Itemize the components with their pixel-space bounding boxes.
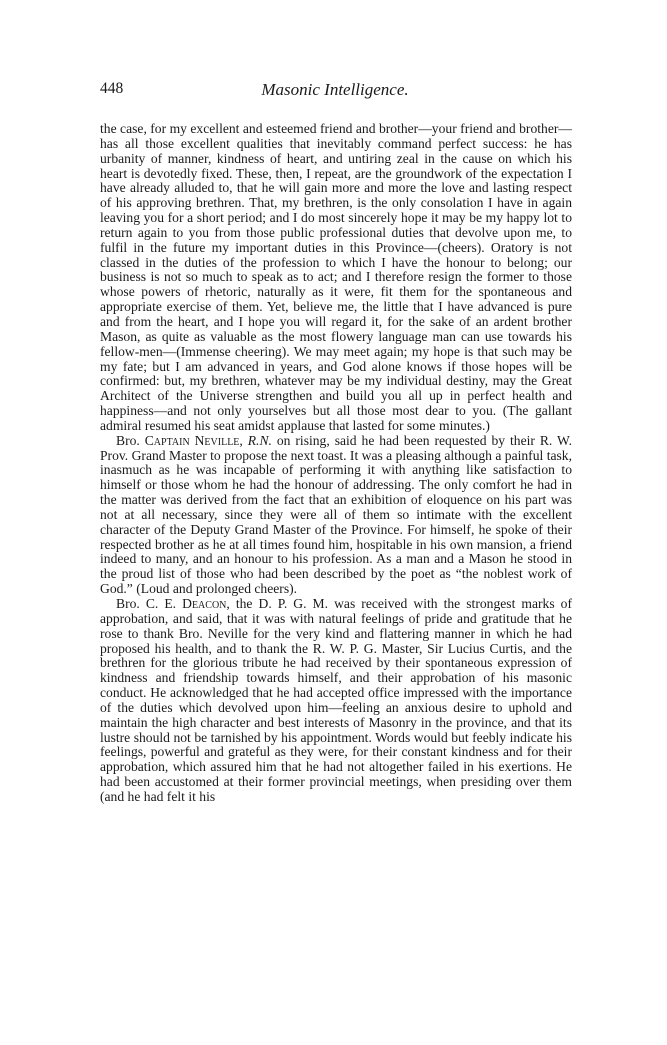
paragraph-admiral-speech [100,122,572,434]
paragraph-text: the case, for my excellent and esteemed friend and brother—your friend and brother—has all those excellent qualities that inevitably command perfect success: he has urbanity of manner, kindness of heart, and untiring zeal in the cause on which his heart is devotedly fixed. These, then, I repeat, are the groundwork of the expectation I have already alluded to, that he will gain more and more the love and lasting respect of his approving brethren. That, my brethren, is the only consolation I have in again leaving you for a short period; and I do most sincerely hope it may be my happy lot to return again to you from those public professional duties that devolve upon me, to fulfil in the future my important duties in this Province—(cheers). Oratory is not classed in the duties of the profession to which I have the honour to belong; our business is not so much to speak as to act; and I therefore resign the former to those whose powers of rhetoric, naturally as it were, fit them for the spontaneous and appropriate exercise of them. Yet, believe me, the little that I have advanced is pure and from the heart, and I hope you will regard it, for the sake of an ardent brother Mason, as quite as valuable as the most flowery language man can use towards his fellow-men—(Immense cheering). We may meet again; my hope is that such may be my fate; but I am advanced in years, and God alone knows if those hopes will be confirmed: but, my brethren, whatever may be my individual destiny, may the Great Architect of the Universe strengthen and build you all up in perfect health and happiness—and not only yourselves but all those most dear to you. (The gallant admiral resumed his seat amidst applause that lasted for some minutes.) [100,121,572,433]
paragraph-neville-toast [100,434,572,597]
page-header [100,80,570,102]
paragraph-deacon-reply [100,597,572,805]
article-body [100,122,572,805]
speaker-rank: , R.N. [239,432,272,448]
paragraph-text: on rising, said he had been requested by their R. W. Prov. Grand Master to propose the next toast. It was a pleasing although a painful task, inasmuch as he was incapable of performing it with anything like satisfaction to himself or those whom he had the honour of addressing. The only comfort he had in the matter was derived from the fact that an exhibition of eloquence on his part was not at all necessary, since they were all of them so intimate with the excellent character of the Deputy Grand Master of the Province. For himself, he spoke of their respected brother as he at all times found him, hospitable in his own mansion, a friend indeed to many, and an honour to his profession. As a man and a Mason he stood in the proud list of those who had been described by the poet as “the noblest work of God.” (Loud and prolonged cheers). [100,432,572,597]
paragraph-text: , the D. P. G. M. was received with the strongest marks of approbation, and said, that it was with natural feelings of pride and gratitude that he rose to thank Bro. Neville for the very kind and flattering manner in which he had proposed his health, and to thank the R. W. P. G. Master, Sir Lucius Curtis, and the brethren for the glorious tribute he had received by their spontaneous expression of kindness and friendship towards himself, and their approbation of his masonic conduct. He acknowledged that he had accepted office impressed with the importance of the duties which devolved upon him—feeling an anxious desire to uphold and maintain the high character and best interests of Masonry in the province, and that its lustre should not be tarnished by his appointment. Words would but feebly indicate his feelings, powerful and grateful as they were, for their constant kindness and for their approbation, which assured him that he had not altogether failed in his exertions. He had been accustomed at their former provincial meetings, when presiding over them (and he had felt it his [100,596,572,804]
speaker-prefix: Bro. C. E. [116,596,183,611]
speaker-prefix: Bro. [116,432,145,448]
speaker-name: Captain Neville [144,432,240,448]
speaker-name: Deacon [182,596,227,611]
page-number: 448 [100,80,124,97]
running-title: Masonic Intelligence. [261,80,409,99]
